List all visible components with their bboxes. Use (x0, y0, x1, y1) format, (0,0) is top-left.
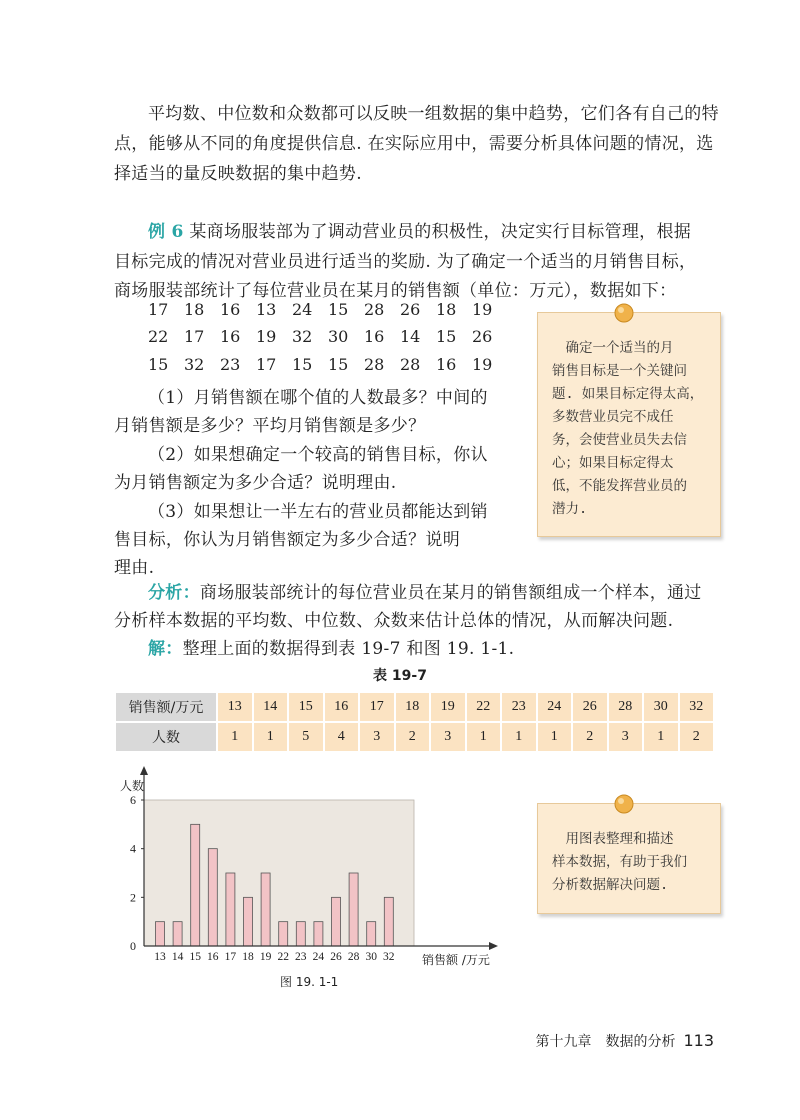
x-tick-label: 15 (189, 951, 201, 963)
data-row-1: 17 18 16 13 24 15 28 26 18 19 (148, 300, 493, 319)
bar-15 (191, 824, 200, 946)
question-2a: （2）如果想确定一个较高的销售目标，你认 (148, 445, 488, 465)
x-tick-label: 23 (295, 951, 307, 963)
bar-30 (367, 922, 376, 946)
table-header-counts: 人数 (116, 723, 216, 751)
frequency-table (114, 691, 715, 753)
bar-chart (100, 760, 520, 990)
analysis-label: 分析： (148, 583, 200, 603)
analysis-text-1: 商场服装部统计的每位营业员在某月的销售额组成一个样本，通过 (199, 583, 702, 603)
question-2b: 为月销售额定为多少合适？说明理由. (114, 473, 397, 493)
x-tick-label: 18 (242, 951, 254, 963)
page-footer (535, 1031, 714, 1051)
bar-17 (226, 873, 235, 946)
y-tick-label: 4 (130, 841, 136, 856)
question-1b: 月销售额是多少？平均月销售额是多少？ (114, 416, 426, 436)
x-tick-label: 13 (154, 951, 166, 963)
x-tick-label: 26 (330, 951, 342, 963)
x-tick-label: 24 (312, 951, 325, 963)
x-axis-arrow-icon (489, 942, 498, 950)
x-tick-label: 19 (259, 951, 272, 963)
bar-18 (244, 897, 253, 946)
bar-28 (349, 873, 358, 946)
analysis-line-2: 分析样本数据的平均数、中位数、众数来估计总体的情况，从而解决问题. (114, 611, 674, 631)
tip-note-target: 确定一个适当的月 销售目标是一个关键问 题. 如果目标定得太高， 多数营业员完不成任 务，会使营业员失去信 心；如果目标定得太 低，不能发挥营业员的 潜力. (537, 312, 721, 537)
tip-note-charts: 用图表整理和描述 样本数据，有助于我们 分析数据解决问题. (537, 803, 721, 914)
example-line-2: 目标完成的情况对营业员进行适当的奖励. 为了确定一个适当的月销售目标， (114, 252, 697, 272)
page-number: 113 (683, 1031, 714, 1050)
bar-19 (261, 873, 270, 946)
question-1a: （1）月销售额在哪个值的人数最多？中间的 (148, 388, 488, 408)
example-text-1: 某商场服装部为了调动营业员的积极性，决定实行目标管理，根据 (189, 222, 692, 242)
example-line-1 (148, 217, 691, 242)
pushpin-icon (613, 793, 635, 815)
bar-16 (208, 849, 217, 946)
bar-32 (384, 897, 393, 946)
pushpin-icon (613, 302, 635, 324)
y-tick-label: 0 (130, 939, 136, 953)
solution-label: 解： (148, 639, 183, 659)
x-tick-label: 30 (365, 951, 377, 963)
question-3b: 售目标，你认为月销售额定为多少合适？说明 (114, 530, 460, 550)
question-3c: 理由. (114, 558, 155, 578)
table-header-sales: 销售额/万元 (116, 693, 216, 721)
analysis-line-1 (148, 578, 702, 603)
table-row-sales: 销售额/万元 13 14 15 16 17 18 19 22 23 24 26 28 30 32 (116, 693, 713, 721)
bar-22 (279, 922, 288, 946)
question-3a: （3）如果想让一半左右的营业员都能达到销 (148, 502, 488, 522)
example-line-3: 商场服装部统计了每位营业员在某月的销售额（单位：万元），数据如下： (114, 281, 677, 301)
y-tick-label: 2 (130, 890, 136, 905)
figure-caption: 图 19. 1-1 (280, 975, 339, 989)
bar-24 (314, 922, 323, 946)
y-tick-label: 6 (130, 793, 136, 807)
intro-paragraph: 平均数、中位数和众数都可以反映一组数据的集中趋势，它们各有自己的特点，能够从不同的角度提供信息. 在实际应用中，需要分析具体问题的情况，选择适当的量反映数据的集中趋势. (114, 104, 719, 184)
x-tick-label: 16 (207, 951, 219, 963)
solution-text: 整理上面的数据得到表 19-7 和图 19. 1-1. (182, 639, 515, 659)
x-axis-label: 销售额 /万元 (422, 953, 490, 967)
x-tick-label: 17 (224, 951, 237, 963)
x-tick-label: 28 (347, 951, 360, 963)
bar-23 (296, 922, 305, 946)
bar-26 (332, 897, 341, 946)
y-axis-arrow-icon (140, 766, 148, 775)
chapter-title: 第十九章 数据的分析 (535, 1034, 676, 1050)
solution-line (148, 634, 514, 659)
example-label: 例 6 (148, 222, 184, 242)
bar-13 (156, 922, 165, 946)
table-caption: 表 19-7 (373, 668, 427, 684)
data-row-3: 15 32 23 17 15 15 28 28 16 19 (148, 355, 493, 374)
x-tick-label: 14 (171, 951, 184, 963)
x-tick-label: 32 (383, 951, 395, 963)
y-axis-label: 人数 (120, 779, 145, 793)
bar-14 (173, 922, 182, 946)
x-tick-label: 22 (277, 951, 289, 963)
data-row-2: 22 17 16 19 32 30 16 14 15 26 (148, 327, 493, 346)
table-row-counts: 人数 1 1 5 4 3 2 3 1 1 1 2 3 1 2 (116, 723, 713, 751)
